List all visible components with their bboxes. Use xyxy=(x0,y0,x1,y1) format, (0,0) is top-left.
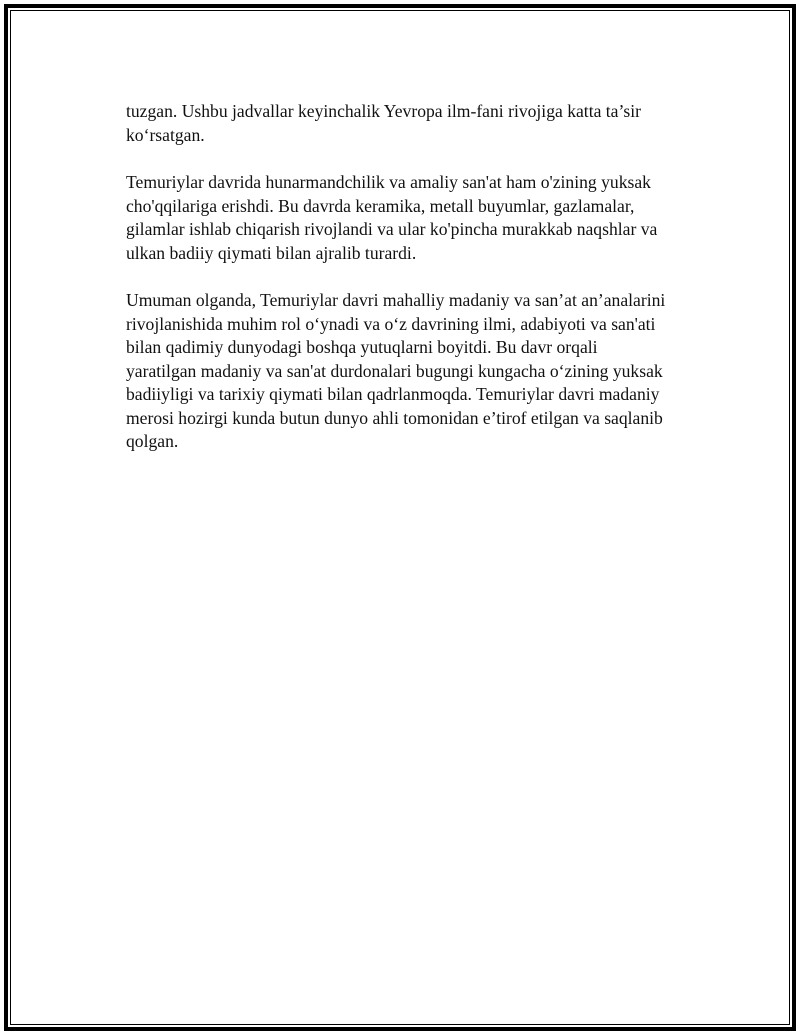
text-line: Temuriylar davrida hunarmandchilik va amaliy san'at ham o'zining yuksak xyxy=(126,172,651,192)
paragraph-1 xyxy=(126,100,701,147)
text-line: Umuman olganda, Temuriylar davri mahalliy madaniy va san’at an’analarini xyxy=(126,290,666,310)
text-line: yaratilgan madaniy va san'at durdonalari bugungi kungacha o‘zining yuksak xyxy=(126,360,663,381)
text-line: gilamlar ishlab chiqarish rivojlandi va ular ko'pincha murakkab naqshlar va xyxy=(126,219,658,239)
paragraph-3 xyxy=(126,289,701,454)
text-line: merosi hozirgi kunda butun dunyo ahli tomonidan e’tirof etilgan va saqlanib xyxy=(126,407,663,428)
paragraph-2 xyxy=(126,171,701,265)
text-line: cho'qqilariga erishdi. Bu davrda keramika, metall buyumlar, gazlamalar, xyxy=(126,195,635,216)
text-line: ulkan badiiy qiymati bilan ajralib turardi. xyxy=(126,242,417,263)
text-line: rivojlanishida muhim rol o‘ynadi va o‘z davrining ilmi, adabiyoti va san'ati xyxy=(126,313,656,334)
text-line: qolgan. xyxy=(126,431,179,451)
text-line: badiiyligi va tarixiy qiymati bilan qadrlanmoqda. Temuriylar davri madaniy xyxy=(126,384,660,404)
text-line: bilan qadimiy dunyodagi boshqa yutuqlarni boyitdi. Bu davr orqali xyxy=(126,337,598,357)
page-border xyxy=(4,4,796,1031)
text-line: tuzgan. Ushbu jadvallar keyinchalik Yevropa ilm-fani rivojiga katta ta’sir xyxy=(126,101,641,121)
text-line: ko‘rsatgan. xyxy=(126,124,205,145)
document-body xyxy=(126,100,701,478)
